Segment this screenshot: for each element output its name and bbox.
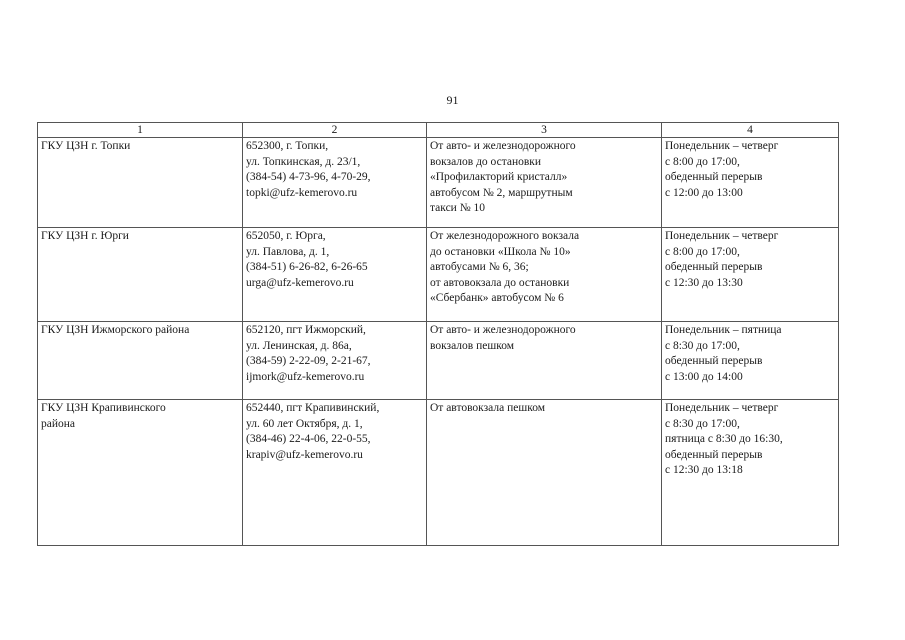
address-cell xyxy=(243,228,427,322)
address-cell xyxy=(243,322,427,400)
table-row xyxy=(38,138,839,228)
route-line: вокзалов до остановки xyxy=(430,155,542,168)
hours-line: обеденный перерыв xyxy=(665,448,763,461)
table-row xyxy=(38,228,839,322)
hours-line: с 12:30 до 13:18 xyxy=(665,464,743,476)
address-line: 652440, пгт Крапивинский, xyxy=(246,402,380,414)
office-name: ГКУ ЦЗН г. Юрги xyxy=(41,230,129,242)
address-line: ул. Ленинская, д. 86а, xyxy=(246,339,352,352)
email: krapiv@ufz-kemerovo.ru xyxy=(246,448,363,461)
route-cell xyxy=(427,228,662,322)
office-name-cell xyxy=(38,228,243,322)
route-cell xyxy=(427,400,662,546)
office-name-cell xyxy=(38,138,243,228)
email: urga@ufz-kemerovo.ru xyxy=(246,276,354,289)
route-line: такси № 10 xyxy=(430,202,486,214)
route-line: автобусами № 6, 36; xyxy=(430,261,529,273)
address-line: 652300, г. Топки, xyxy=(246,140,329,152)
email: ijmork@ufz-kemerovo.ru xyxy=(246,370,365,383)
table-row xyxy=(38,400,839,546)
route-cell xyxy=(427,322,662,400)
hours-line: пятница с 8:30 до 16:30, xyxy=(665,433,783,445)
route-line: автобусом № 2, маршрутным xyxy=(430,186,573,199)
offices-table xyxy=(37,122,839,546)
hours-line: с 13:00 до 14:00 xyxy=(665,370,743,383)
hours-line: с 8:30 до 17:00, xyxy=(665,417,740,430)
table-row xyxy=(38,322,839,400)
route-line: от автовокзала до остановки xyxy=(430,276,570,289)
column-header: 1 xyxy=(38,123,243,138)
hours-line: Понедельник – четверг xyxy=(665,230,779,242)
route-line: От железнодорожного вокзала xyxy=(430,230,580,242)
column-header: 2 xyxy=(243,123,427,138)
office-name-cell xyxy=(38,322,243,400)
address-line: ул. Павлова, д. 1, xyxy=(246,245,330,258)
address-line: ул. Топкинская, д. 23/1, xyxy=(246,155,361,168)
column-header: 3 xyxy=(427,123,662,138)
route-line: От автовокзала пешком xyxy=(430,402,546,414)
route-line: «Сбербанк» автобусом № 6 xyxy=(430,292,564,304)
column-header: 4 xyxy=(662,123,839,138)
route-line: вокзалов пешком xyxy=(430,339,515,352)
email: topki@ufz-kemerovo.ru xyxy=(246,186,358,199)
office-name: ГКУ ЦЗН Крапивинского xyxy=(41,402,166,414)
hours-line: с 8:00 до 17:00, xyxy=(665,155,740,168)
hours-cell xyxy=(662,322,839,400)
address-line: 652120, пгт Ижморский, xyxy=(246,324,366,336)
route-cell xyxy=(427,138,662,228)
address-line: ул. 60 лет Октября, д. 1, xyxy=(246,417,363,430)
address-line: (384-46) 22-4-06, 22-0-55, xyxy=(246,433,371,445)
office-name: ГКУ ЦЗН Ижморского района xyxy=(41,324,190,336)
hours-line: Понедельник – четверг xyxy=(665,140,779,152)
address-line: (384-54) 4-73-96, 4-70-29, xyxy=(246,171,371,183)
hours-line: с 12:30 до 13:30 xyxy=(665,276,743,289)
address-cell xyxy=(243,400,427,546)
route-line: От авто- и железнодорожного xyxy=(430,324,576,336)
page-number: 91 xyxy=(446,93,459,107)
address-line: (384-51) 6-26-82, 6-26-65 xyxy=(246,261,368,273)
hours-line: обеденный перерыв xyxy=(665,355,763,367)
hours-line: с 8:00 до 17:00, xyxy=(665,245,740,258)
address-line: 652050, г. Юрга, xyxy=(246,230,326,242)
address-cell xyxy=(243,138,427,228)
hours-line: Понедельник – четверг xyxy=(665,402,779,414)
hours-cell xyxy=(662,138,839,228)
office-name: района xyxy=(41,417,76,430)
route-line: до остановки «Школа № 10» xyxy=(430,245,571,258)
address-line: (384-59) 2-22-09, 2-21-67, xyxy=(246,355,371,367)
hours-line: с 12:00 до 13:00 xyxy=(665,186,743,199)
hours-line: с 8:30 до 17:00, xyxy=(665,339,740,352)
hours-line: обеденный перерыв xyxy=(665,171,763,183)
hours-line: Понедельник – пятница xyxy=(665,324,782,336)
hours-line: обеденный перерыв xyxy=(665,261,763,273)
hours-cell xyxy=(662,400,839,546)
route-line: От авто- и железнодорожного xyxy=(430,140,576,152)
office-name-cell xyxy=(38,400,243,546)
header-row xyxy=(38,123,839,138)
route-line: «Профилакторий кристалл» xyxy=(430,171,568,183)
office-name: ГКУ ЦЗН г. Топки xyxy=(41,140,131,152)
hours-cell xyxy=(662,228,839,322)
